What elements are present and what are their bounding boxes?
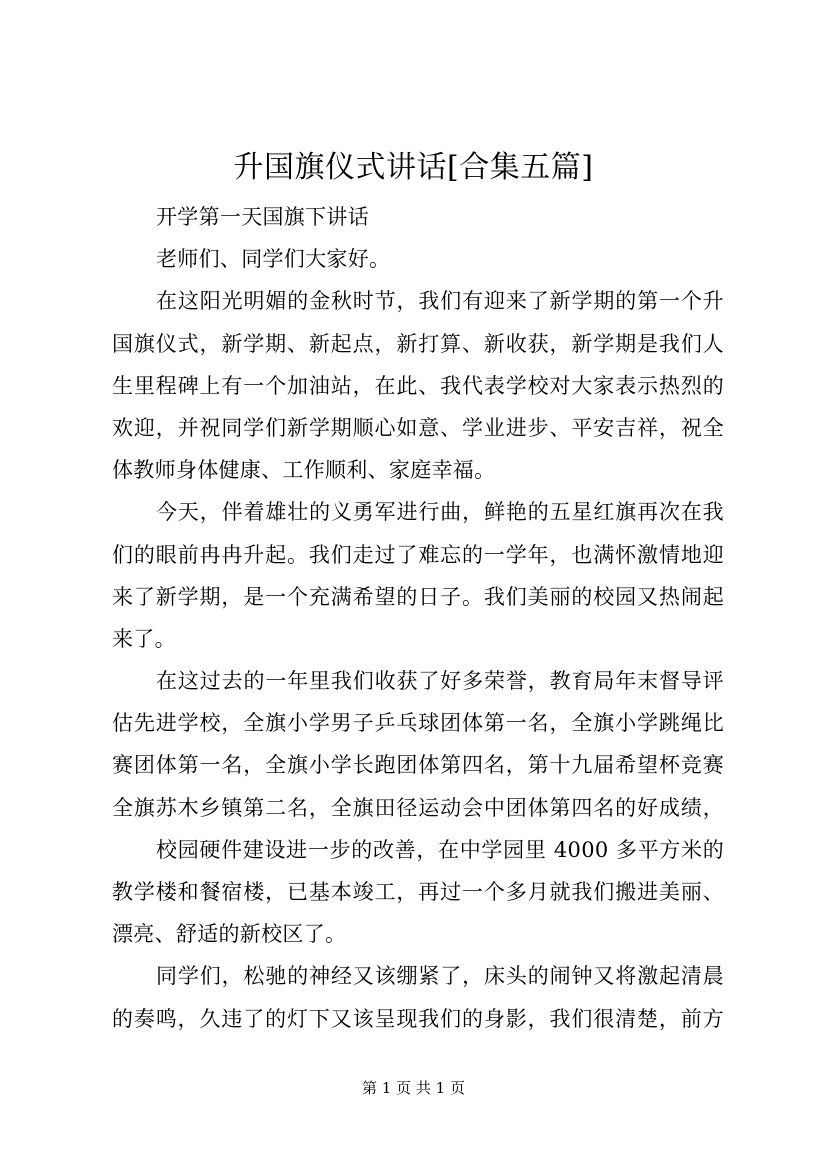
body-line: 估先进学校，全旗小学男子乒乓球团体第一名，全旗小学跳绳比 [112, 711, 724, 736]
body-line: 校园硬件建设进一步的改善，在中学园里 4000 多平方米的 [156, 837, 724, 862]
body-line: 赛团体第一名，全旗小学长跑团体第四名，第十九届希望杯竞赛 [112, 753, 724, 778]
body-line: 生里程碑上有一个加油站，在此、我代表学校对大家表示热烈的 [112, 373, 724, 398]
body-line: 体教师身体健康、工作顺利、家庭幸福。 [112, 458, 496, 483]
body-line: 国旗仪式，新学期、新起点，新打算、新收获，新学期是我们人 [112, 331, 724, 356]
body-line: 漂亮、舒适的新校区了。 [112, 922, 347, 947]
body-line: 来了。 [112, 626, 176, 651]
body-line: 今天，伴着雄壮的义勇军进行曲，鲜艳的五星红旗再次在我 [156, 500, 724, 525]
page-number-footer: 第 1 页 共 1 页 [362, 1079, 465, 1097]
body-line: 在这阳光明媚的金秋时节，我们有迎来了新学期的第一个升 [156, 289, 724, 314]
body-line: 来了新学期，是一个充满希望的日子。我们美丽的校园又热闹起 [112, 584, 724, 609]
body-line: 在这过去的一年里我们收获了好多荣誉，教育局年末督导评 [156, 669, 724, 694]
body-line: 老师们、同学们大家好。 [156, 247, 391, 272]
body-line: 们的眼前冉冉升起。我们走过了难忘的一学年，也满怀激情地迎 [112, 542, 724, 567]
document-body [112, 196, 724, 1040]
body-line: 同学们，松驰的神经又该绷紧了，床头的闹钟又将激起清晨 [156, 964, 724, 989]
body-line: 教学楼和餐宿楼，已基本竣工，再过一个多月就我们搬进美丽、 [112, 880, 724, 904]
body-line: 欢迎，并祝同学们新学期顺心如意、学业进步、平安吉祥，祝全 [112, 415, 724, 440]
document-title: 升国旗仪式讲话[合集五篇] [233, 150, 594, 185]
body-line: 的奏鸣，久违了的灯下又该呈现我们的身影，我们很清楚，前方 [112, 1006, 724, 1031]
body-line: 开学第一天国旗下讲话 [156, 205, 369, 229]
body-line: 全旗苏木乡镇第二名，全旗田径运动会中团体第四名的好成绩， [112, 795, 724, 820]
